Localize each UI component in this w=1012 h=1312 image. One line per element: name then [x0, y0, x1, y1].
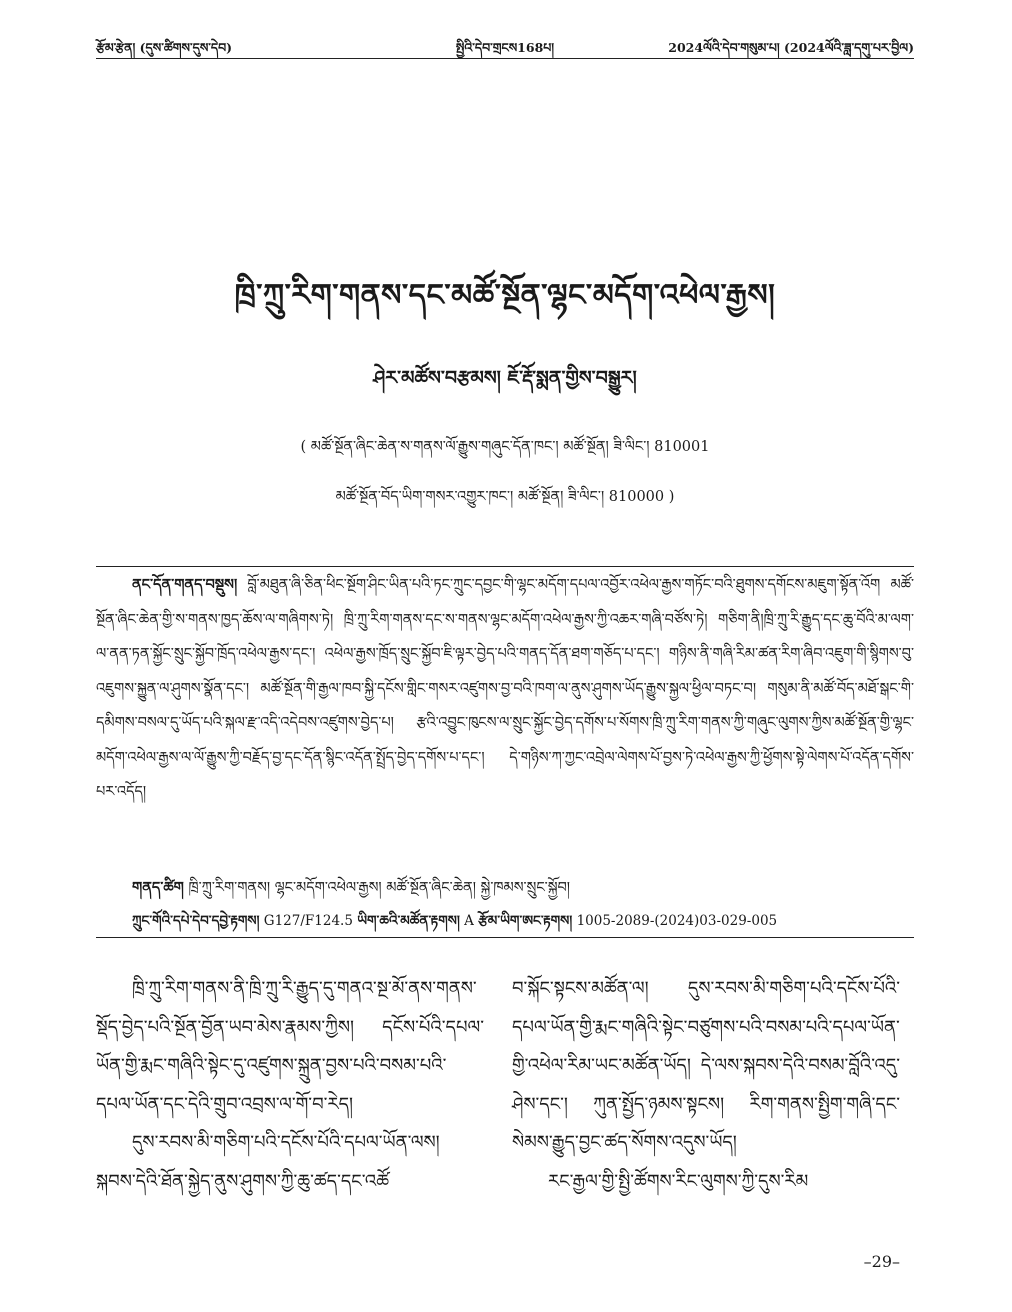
- article-id-label: རྩོམ་ཡིག་ཨང་རྟགས།: [478, 913, 573, 929]
- clc-value: G127/F124.5: [263, 913, 353, 929]
- body-paragraph: ཁྲི་ཀྲུ་རིག་གནས་ནི་ཁྲི་ཀྲུ་རི་རྒྱུད་དུ་གནའ་སྔ་མོ་ནས་གནས་སྡོད་བྱེད་པའི་སྔོན་བྱོན་ཡབ་མེས་རྣམས་ཀྱིས། དངོས་པོའི་དཔལ་ཡོན་གྱི་རྨང་གཞིའི་སྟེང་དུ་འཛུགས་སྐྲུན་བྱས་པའི་བསམ་པའི་དཔལ་ཡོན་དང་དེའི་གྲུབ་འབྲས་ལ་གོ་བ་རེད།: [96, 978, 484, 1115]
- abstract-block: [96, 568, 914, 810]
- article-id-value: 1005-2089-(2024)03-029-005: [576, 913, 778, 929]
- classification-line: [132, 906, 914, 944]
- running-head: [96, 34, 914, 54]
- affiliation-line-2: མཚོ་སྔོན་བོད་ཡིག་གསར་འགྱུར་ཁང་། མཚོ་སྔོན། ཟི་ལིང་། 810000 ): [335, 489, 675, 505]
- abstract-top-rule: [96, 566, 914, 567]
- affiliation-line-1: ( མཚོ་སྔོན་ཞིང་ཆེན་ས་གནས་ལོ་རྒྱུས་གཞུང་དོན་ཁང་། མཚོ་སྔོན། ཟི་ལིང་། 810001: [300, 439, 710, 455]
- page-number: –29–: [863, 1252, 900, 1271]
- abstract-label: ནང་དོན་གནད་བསྡུས།: [132, 576, 238, 593]
- body-column-left: [96, 970, 484, 1201]
- abstract-paragraph: [96, 568, 914, 810]
- header-divider: [96, 58, 914, 59]
- body-paragraph: རང་རྒྱལ་གྱི་སྤྱི་ཚོགས་རིང་ལུགས་ཀྱི་དུས་རིམ: [548, 1170, 809, 1192]
- body-column-right: [512, 970, 900, 1201]
- journal-name: རྩོམ་རྩེན། (དུས་ཚིགས་དུས་དེབ): [96, 40, 233, 55]
- doc-code-value: A: [464, 913, 474, 929]
- body-paragraph-continued: བ་སྐོང་སྟངས་མཚོན་ལ། དུས་རབས་མི་གཅིག་པའི་དངོས་པོའི་དཔལ་ཡོན་གྱི་རྨང་གཞིའི་སྟེང་བཙུགས་པའི་བསམ་པའི་དཔལ་ཡོན་གྱི་འཕེལ་རིམ་ཡང་མཚོན་ཡོད། དེ་ལས་སྐབས་དེའི་བསམ་བློའི་འདུ་ཤེས་དང་། ཀུན་སྤྱོད་ཉམས་སྟངས། རིག་གནས་སྤྱིག་གཞི་དང་སེམས་རྒྱུད་བྱང་ཚད་སོགས་འདུས་ཡོད།: [512, 978, 900, 1153]
- abstract-text: བློ་མཐུན་ཞི་ཅིན་ཕིང་སྔོག་ཤིང་ཡིན་པའི་ཏང་ཀྲུང་དབྱང་གི་ལྷང་མདོག་དཔལ་འབྱོར་འཕེལ་རྒྱས་གཏོང་བའི་ཐུགས་དགོངས་མཇུག་སྟོན་འོག མཚོ་སྔོན་ཞིང་ཆེན་གྱི་ས་གནས་ཁྱད་ཆོས་ལ་གཞིགས་ཏེ། ཁྲི་ཀྲུ་རིག་གནས་དང་ས་གནས་ལྷང་མདོག་འཕེལ་རྒྱས་ཀྱི་འཆར་གཞི་བཙོས་ཏེ། གཅིག་ནི།ཁྲི་ཀྲུ་རི་རྒྱུད་དང་ཆུ་བོའི་མ་ལག་ལ་ནན་ཏན་སྐྱོང་སྲུང་སྐྱོབ་ཁྲོད་འཕེལ་རྒྱས་དང་། འཕེལ་རྒྱས་ཁྲོད་སྲུང་སྐྱོབ་ཇི་ལྟར་བྱེད་པའི་གནད་དོན་ཐག་གཅོད་པ་དང་། གཉིས་ནི་གཞི་རིམ་ཚན་རིག་ཞིབ་འཇུག་གི་སྙིགས་བུ་འཇུགས་སྐྱུན་ལ་ཤུགས་སྣོན་དང་། མཚོ་སྔོན་གི་རྒྱལ་ཁབ་སྐྱི་དངོས་གླིང་གསར་འཛུགས་བྱ་བའི་ཁག་ལ་ནུས་ཤུགས་ཡོད་རྒྱུས་སྐྱལ་ཕྱིལ་བཏང་བ། གསུམ་ནི་མཚོ་བོད་མཐོ་སྒང་གི་དམིགས་བསལ་དུ་ཡོད་པའི་སྐལ་རྫ་འདི་འདེབས་འཛུགས་བྱེད་པ། རྩའི་འབྱུང་ཁུངས་ལ་སྲུང་སྐྱོང་བྱེད་དགོས་པ་སོགས་ཁྲི་ཀྲུ་རིག་གནས་ཀྱི་གཞུང་ལུགས་ཀྱིས་མཚོ་སྔོན་གྱི་ལྷང་མདོག་འཕེལ་རྒྱས་ལ་ལོ་རྒྱུས་ཀྱི་བརྗོད་བྱ་དང་དོན་སྙིང་འདོན་སྤྲོད་བྱེད་དགོས་པ་དང་། དེ་གཉིས་ཀ་ཀྱང་འབྲེལ་ལེགས་པོ་བྱས་ཏེ་འཕེལ་རྒྱས་ཀྱི་ཕྱོགས་སྟེ་ལེགས་པོ་འདོན་དགོས་པར་འདོད།: [96, 577, 914, 800]
- clc-label: ཀྲུང་གོའི་དཔེ་དེབ་དབྱེ་རྟགས།: [132, 913, 260, 929]
- keywords-text: ཁྲི་ཀྲུ་རིག་གནས། ལྷང་མདོག་འཕེལ་རྒྱས། མཚོ་སྔོན་ཞིང་ཆེན། སྐྱེ་ཁམས་སྲུང་སྐྱོབ།: [188, 880, 571, 896]
- doc-code-label: ཡིག་ཆའི་མཚོན་རྟགས།: [357, 913, 460, 929]
- author-line: ཤེར་མཚོས་བརྩམས། ཇོ་རྡོ་སྨན་གྱིས་བསྒྱུར།: [373, 367, 637, 389]
- issue-date: 2024ལོའི་དེབ་གསུམ་པ། (2024ལོའི་ཟླ་དགུ་པར་བྱིལ): [668, 40, 914, 55]
- article-title: ཁྲི་ཀྲུ་རིག་གནས་དང་མཚོ་སྔོན་ལྷང་མདོག་འཕེལ་རྒྱས།: [234, 278, 776, 313]
- keywords-label: གནད་ཚིག: [132, 879, 184, 896]
- body-paragraph: དུས་རབས་མི་གཅིག་པའི་དངོས་པོའི་དཔལ་ཡོན་ལས། སྐབས་དེའི་ཐོན་སྐྱེད་ནུས་ཤུགས་ཀྱི་ཆུ་ཚད་དང་འཚོ: [96, 1132, 440, 1192]
- issue-total-number: སྤྱིའི་དེབ་གྲངས168པ།: [455, 40, 555, 55]
- abstract-bottom-rule: [96, 937, 914, 938]
